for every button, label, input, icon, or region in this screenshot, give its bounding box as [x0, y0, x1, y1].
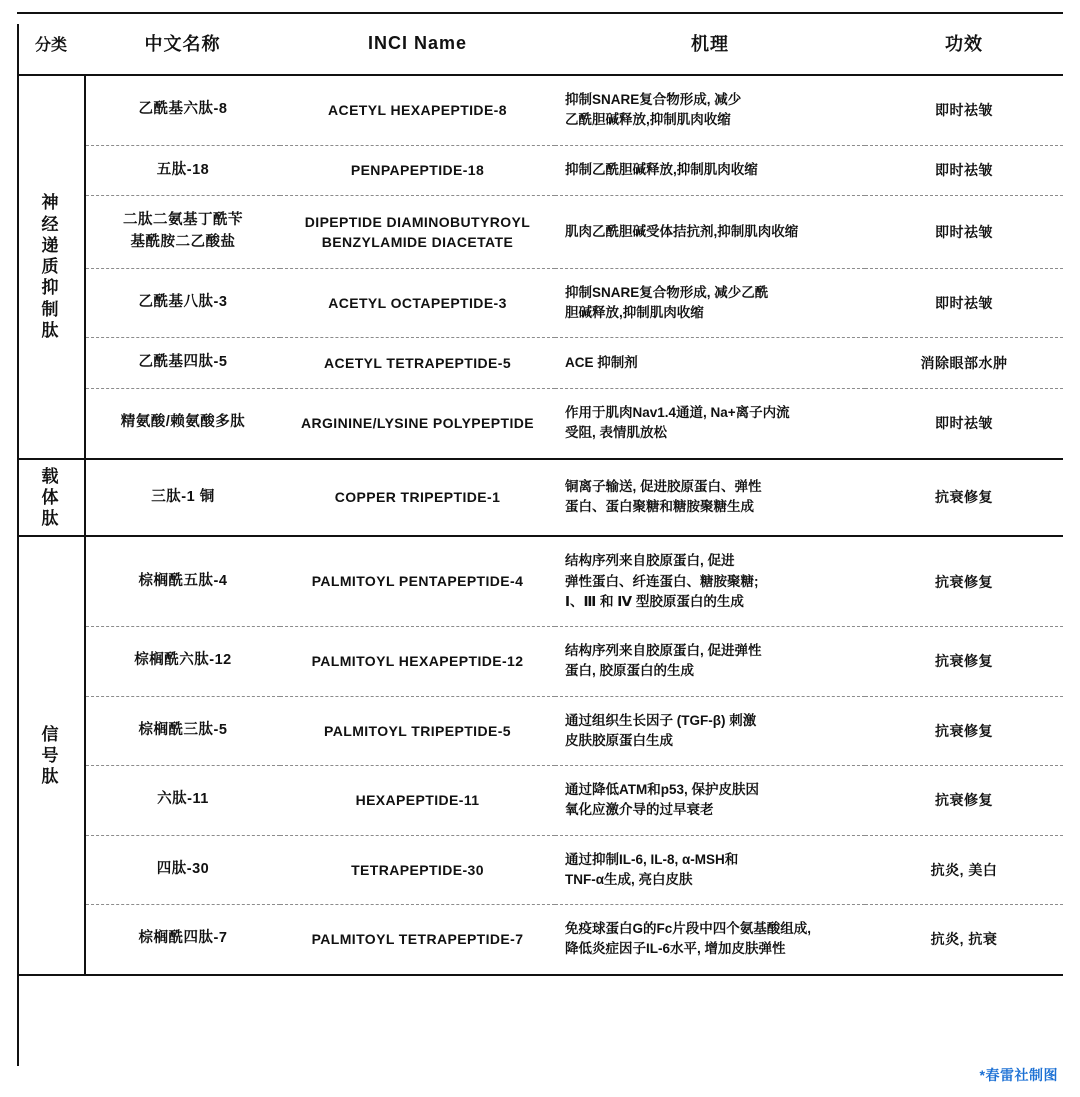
inci-name-cell: COPPER TRIPEPTIDE-1	[280, 459, 555, 537]
mechanism-cell	[555, 696, 865, 766]
mechanism-cell	[555, 459, 865, 537]
document-page	[0, 12, 1080, 1097]
mechanism-line: 通过组织生长因子 (TGF-β) 刺激	[565, 712, 757, 728]
header-chinese-name: 中文名称	[85, 13, 280, 75]
category-cell	[17, 536, 85, 974]
inci-name-cell: ACETYL TETRAPEPTIDE-5	[280, 338, 555, 389]
mechanism-line: 氧化应激介导的过早衰老	[565, 802, 714, 818]
inci-name-cell: ACETYL OCTAPEPTIDE-3	[280, 268, 555, 338]
table-row	[17, 145, 1063, 196]
chinese-name-cell: 棕榈酰三肽-5	[85, 696, 280, 766]
inci-name-cell: PALMITOYL HEXAPEPTIDE-12	[280, 627, 555, 697]
mechanism-line: 乙酰胆碱释放,抑制肌肉收缩	[565, 112, 731, 128]
efficacy-cell: 抗炎, 抗衰	[865, 905, 1063, 975]
mechanism-cell	[555, 627, 865, 697]
mechanism-cell	[555, 75, 865, 145]
efficacy-cell: 抗衰修复	[865, 459, 1063, 537]
mechanism-line: 通过降低ATM和p53, 保护皮肤因	[565, 782, 760, 797]
mechanism-line: 蛋白, 胶原蛋白的生成	[565, 663, 695, 679]
inci-name-cell: PALMITOYL TETRAPEPTIDE-7	[280, 905, 555, 975]
mechanism-line: TNF-α生成, 亮白皮肤	[565, 871, 693, 887]
mechanism-line: Ⅰ、Ⅲ 和 Ⅳ 型胶原蛋白的生成	[565, 593, 744, 609]
table-row	[17, 75, 1063, 145]
mechanism-line: 皮肤胶原蛋白生成	[565, 732, 673, 748]
inci-name-cell: TETRAPEPTIDE-30	[280, 835, 555, 905]
mechanism-line: 抑制SNARE复合物形成, 减少乙酰	[565, 284, 769, 300]
category-label: 信号肽	[41, 724, 60, 786]
header-category: 分类	[17, 13, 85, 75]
category-cell	[17, 75, 85, 459]
table-left-border	[17, 24, 19, 1066]
table-row	[17, 835, 1063, 905]
efficacy-cell: 即时祛皱	[865, 145, 1063, 196]
inci-name-cell: ACETYL HEXAPEPTIDE-8	[280, 75, 555, 145]
efficacy-cell: 抗衰修复	[865, 536, 1063, 626]
mechanism-line: 蛋白、蛋白聚糖和糖胺聚糖生成	[565, 499, 754, 515]
efficacy-cell: 抗衰修复	[865, 696, 1063, 766]
table-row	[17, 338, 1063, 389]
inci-name-cell: ARGININE/LYSINE POLYPEPTIDE	[280, 389, 555, 459]
chinese-name-cell: 乙酰基四肽-5	[85, 338, 280, 389]
table-row	[17, 389, 1063, 459]
header-efficacy: 功效	[865, 13, 1063, 75]
table-row	[17, 766, 1063, 836]
efficacy-cell: 抗炎, 美白	[865, 835, 1063, 905]
mechanism-cell	[555, 766, 865, 836]
category-label: 载体肽	[41, 466, 60, 528]
chinese-name-cell: 棕榈酰六肽-12	[85, 627, 280, 697]
mechanism-line: 结构序列来自胶原蛋白, 促进弹性	[565, 643, 762, 658]
table-row	[17, 905, 1063, 975]
table-row	[17, 536, 1063, 626]
inci-name-cell: PENPAPEPTIDE-18	[280, 145, 555, 196]
table-row	[17, 196, 1063, 269]
mechanism-line: 铜离子输送, 促进胶原蛋白、弹性	[565, 479, 762, 495]
efficacy-cell: 消除眼部水肿	[865, 338, 1063, 389]
peptide-table	[17, 12, 1063, 976]
mechanism-line: ACE 抑制剂	[565, 355, 638, 370]
mechanism-line: 肌肉乙酰胆碱受体拮抗剂,抑制肌肉收缩	[565, 223, 799, 239]
mechanism-line: 抑制乙酰胆碱释放,抑制肌肉收缩	[565, 162, 758, 178]
mechanism-line: 胆碱释放,抑制肌肉收缩	[565, 305, 704, 320]
mechanism-cell	[555, 536, 865, 626]
header-inci-name: INCI Name	[280, 13, 555, 75]
mechanism-line: 降低炎症因子IL-6水平, 增加皮肤弹性	[565, 941, 786, 957]
chinese-name-cell: 六肽-11	[85, 766, 280, 836]
chinese-name-line: 二肽二氨基丁酰苄	[123, 212, 243, 229]
efficacy-cell: 即时祛皱	[865, 196, 1063, 269]
chinese-name-cell: 棕榈酰五肽-4	[85, 536, 280, 626]
table-header-row	[17, 13, 1063, 75]
chinese-name-cell: 乙酰基六肽-8	[85, 75, 280, 145]
header-mechanism: 机理	[555, 13, 865, 75]
mechanism-cell	[555, 389, 865, 459]
chinese-name-cell: 棕榈酰四肽-7	[85, 905, 280, 975]
inci-name-cell: PALMITOYL PENTAPEPTIDE-4	[280, 536, 555, 626]
inci-name-line: DIPEPTIDE DIAMINOBUTYROYL	[304, 213, 531, 230]
mechanism-line: 免疫球蛋白G的Fc片段中四个氨基酸组成,	[565, 921, 812, 936]
mechanism-cell	[555, 835, 865, 905]
mechanism-line: 受阻, 表情肌放松	[565, 425, 668, 441]
table-row	[17, 459, 1063, 537]
efficacy-cell: 即时祛皱	[865, 389, 1063, 459]
mechanism-line: 作用于肌肉Nav1.4通道, Na+离子内流	[565, 405, 790, 420]
chinese-name-cell	[85, 196, 280, 269]
mechanism-line: 弹性蛋白、纤连蛋白、糖胺聚糖;	[565, 573, 759, 589]
efficacy-cell: 即时祛皱	[865, 268, 1063, 338]
category-cell	[17, 459, 85, 537]
mechanism-cell	[555, 905, 865, 975]
efficacy-cell: 即时祛皱	[865, 75, 1063, 145]
inci-name-cell	[280, 196, 555, 269]
inci-name-cell: HEXAPEPTIDE-11	[280, 766, 555, 836]
efficacy-cell: 抗衰修复	[865, 627, 1063, 697]
table-row	[17, 696, 1063, 766]
chinese-name-cell: 乙酰基八肽-3	[85, 268, 280, 338]
mechanism-cell	[555, 145, 865, 196]
chinese-name-cell: 五肽-18	[85, 145, 280, 196]
table-header	[17, 13, 1063, 75]
table-row	[17, 627, 1063, 697]
mechanism-line: 通过抑制IL-6, IL-8, α-MSH和	[565, 851, 739, 867]
table-body	[17, 75, 1063, 975]
category-label: 神经递质抑制肽	[41, 193, 60, 340]
chinese-name-cell: 三肽-1 铜	[85, 459, 280, 537]
inci-name-cell: PALMITOYL TRIPEPTIDE-5	[280, 696, 555, 766]
table-row	[17, 268, 1063, 338]
chinese-name-cell: 四肽-30	[85, 835, 280, 905]
mechanism-line: 结构序列来自胶原蛋白, 促进	[565, 553, 735, 569]
chinese-name-line: 基酰胺二乙酸盐	[130, 234, 236, 250]
efficacy-cell: 抗衰修复	[865, 766, 1063, 836]
mechanism-cell	[555, 196, 865, 269]
footer-credit: *春雷社制图	[979, 1067, 1058, 1083]
inci-name-line: BENZYLAMIDE DIACETATE	[321, 234, 514, 250]
mechanism-cell	[555, 338, 865, 389]
mechanism-line: 抑制SNARE复合物形成, 减少	[565, 92, 742, 107]
chinese-name-cell: 精氨酸/赖氨酸多肽	[85, 389, 280, 459]
mechanism-cell	[555, 268, 865, 338]
